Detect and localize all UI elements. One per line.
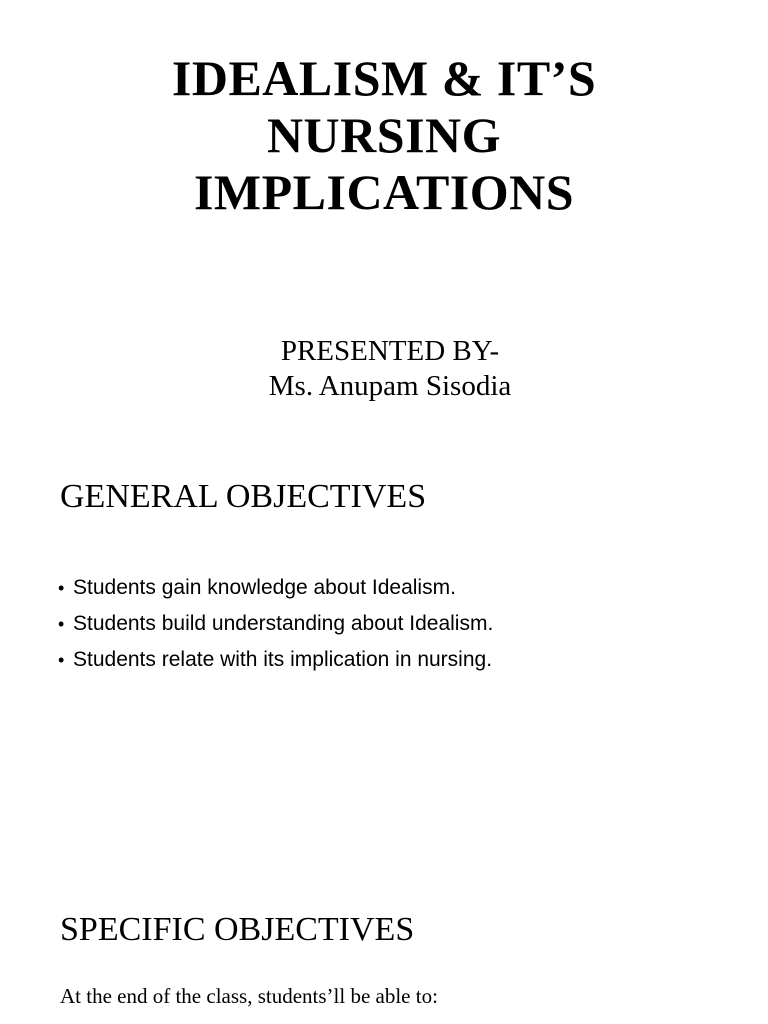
specific-objectives-heading: SPECIFIC OBJECTIVES <box>60 911 415 948</box>
list-item <box>58 606 493 642</box>
list-item-text: Students build understanding about Idealism. <box>73 612 494 635</box>
presenter-label: PRESENTED BY- <box>280 335 500 367</box>
title-line-2: NURSING <box>266 107 502 163</box>
presenter-block <box>0 334 768 404</box>
title-line-3: IMPLICATIONS <box>193 164 575 220</box>
bullet-icon: • <box>58 578 65 598</box>
list-item-text: Students gain knowledge about Idealism. <box>73 576 456 599</box>
title-line-1: IDEALISM & IT’S <box>171 50 597 106</box>
bullet-icon: • <box>58 614 65 634</box>
page-title <box>0 50 768 221</box>
general-objectives-heading: GENERAL OBJECTIVES <box>60 478 427 515</box>
general-objectives-list <box>58 570 493 678</box>
bullet-icon: • <box>58 650 65 670</box>
list-item <box>58 570 493 606</box>
list-item <box>58 642 493 678</box>
specific-objectives-intro: At the end of the class, students’ll be able to: <box>60 984 438 1008</box>
list-item-text: Students relate with its implication in nursing. <box>73 648 493 671</box>
presenter-name: Ms. Anupam Sisodia <box>268 370 512 402</box>
